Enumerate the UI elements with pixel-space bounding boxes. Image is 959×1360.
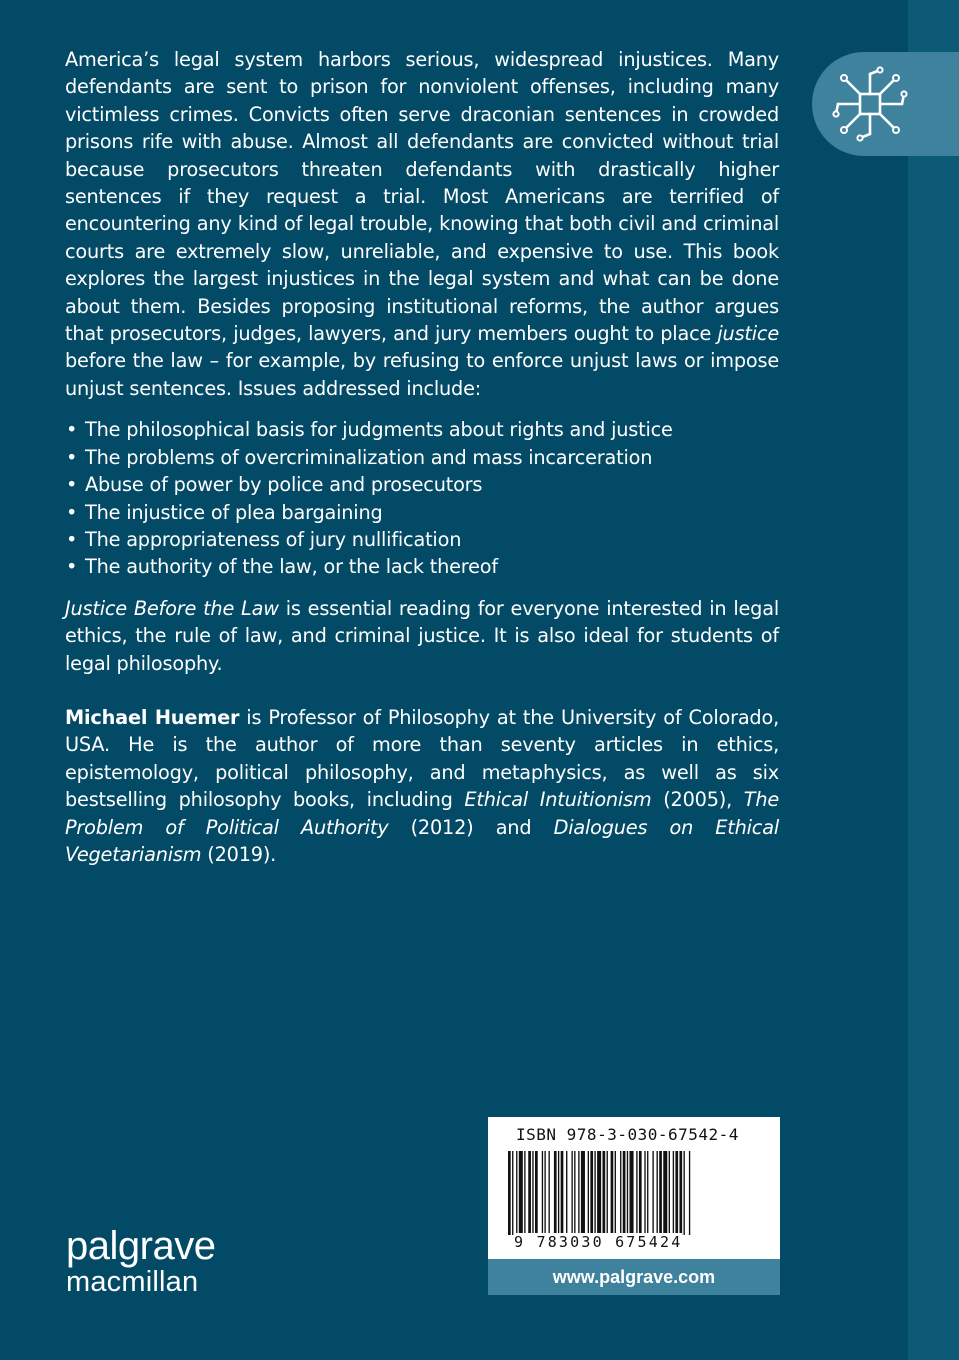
barcode-bar	[657, 1151, 658, 1235]
barcode-bar	[532, 1151, 533, 1235]
barcode-bar	[549, 1151, 550, 1235]
book-title: Dialogues on Ethical Vegetarianism	[65, 815, 779, 866]
barcode-bar	[578, 1151, 579, 1235]
barcode-bar	[627, 1151, 628, 1235]
barcode-bar	[663, 1151, 667, 1235]
author-bio-text: is Professor of Philosophy at the University of Colorado, USA. He is the author of more than seventy articles in ethics, epistemology, political philosophy, and metaphysics, as well as six bestselling philosophy books, including	[65, 705, 779, 812]
palgrave-network-icon	[832, 66, 908, 142]
list-item: • The authority of the law, or the lack thereof	[65, 553, 779, 580]
publisher-name-line2: macmillan	[66, 1266, 199, 1298]
closing-paragraph	[65, 595, 779, 677]
barcode-bar	[669, 1151, 670, 1235]
list-item: • The injustice of plea bargaining	[65, 499, 779, 526]
barcode-bar	[652, 1151, 653, 1235]
barcode-bar	[528, 1151, 531, 1235]
blurb-text-end: before the law – for example, by refusing to enforce unjust laws or impose unjust sentences. Issues addressed include:	[65, 349, 779, 400]
blurb-text: America’s legal system harbors serious, widespread injustices. Many defendants are sent to prison for nonviolent offenses, including many victimless crimes. Convicts often serve draconian sentences in crowded prisons rife with abuse. Almost all defendants are convicted without trial because prosecutors threaten defendants with drastically higher sentences if they request a trial. Most Americans are terrified of encountering any kind of legal trouble, knowing that both civil and criminal courts are extremely slow, unreliable, and expensive to use. This book explores the largest injustices in the legal system and what can be done about them. Besides proposing institutional reforms, the author argues that prosecutors, judges, lawyers, and jury members ought to place	[65, 48, 779, 346]
barcode-bar	[588, 1151, 589, 1235]
barcode-digits: 9 783030 675424	[514, 1233, 683, 1251]
blurb-paragraph	[65, 46, 779, 402]
barcode-bar	[659, 1151, 662, 1235]
barcode-bar	[571, 1151, 572, 1235]
publisher-website[interactable]: www.palgrave.com	[488, 1259, 780, 1295]
barcode-bar	[675, 1151, 678, 1235]
isbn-barcode-box	[488, 1117, 780, 1259]
book-title: Ethical Intuitionism	[464, 788, 652, 812]
book-spine-edge	[908, 0, 959, 1360]
author-name: Michael Huemer	[65, 705, 240, 729]
barcode-bar	[673, 1151, 674, 1235]
barcode-bar	[516, 1151, 517, 1235]
author-bio-text: (2005),	[651, 788, 744, 812]
barcode-bar	[542, 1151, 543, 1235]
author-bio-text: (2019).	[201, 842, 277, 866]
barcode-bar	[611, 1151, 614, 1235]
barcode-bar	[561, 1151, 564, 1235]
barcode-bar	[535, 1151, 538, 1235]
barcode-bar	[597, 1151, 601, 1235]
author-bio	[65, 704, 779, 868]
publisher-logo	[66, 1224, 216, 1299]
barcode-bar	[647, 1151, 648, 1235]
publisher-name-line1: palgrave	[66, 1224, 216, 1268]
barcode-image	[508, 1151, 760, 1235]
barcode-bar	[639, 1151, 642, 1235]
list-item: • The philosophical basis for judgments about rights and justice	[65, 416, 779, 443]
barcode-bar	[590, 1151, 593, 1235]
barcode-bar	[615, 1151, 616, 1235]
book-title: The Problem of Political Authority	[65, 788, 780, 839]
barcode-bar	[603, 1151, 606, 1235]
issues-list	[65, 416, 779, 580]
barcode-bar	[623, 1151, 626, 1235]
barcode-bar	[594, 1151, 595, 1235]
barcode-bar	[519, 1151, 523, 1235]
list-item: • Abuse of power by police and prosecutors	[65, 471, 779, 498]
book-title: Justice Before the Law	[65, 596, 279, 620]
blurb-emphasis: justice	[717, 322, 779, 346]
isbn-label: ISBN 978-3-030-67542-4	[516, 1125, 739, 1144]
barcode-bar	[554, 1151, 557, 1235]
barcode-bar	[689, 1151, 690, 1235]
barcode-bar	[558, 1151, 559, 1235]
back-cover-text	[65, 46, 779, 868]
barcode-bar	[607, 1151, 608, 1235]
barcode-bar	[566, 1151, 567, 1235]
list-item: • The problems of overcriminalization and mass incarceration	[65, 444, 779, 471]
barcode-bar	[524, 1151, 525, 1235]
barcode-bar	[636, 1151, 637, 1235]
barcode-bar	[581, 1151, 585, 1235]
barcode-bar	[644, 1151, 645, 1235]
barcode-bar	[684, 1151, 685, 1235]
barcode-bar	[544, 1151, 545, 1235]
barcode-bar	[620, 1151, 621, 1235]
list-item: • The appropriateness of jury nullification	[65, 526, 779, 553]
publisher-logo-tab	[812, 52, 959, 156]
barcode-bar	[574, 1151, 575, 1235]
barcode-bar	[630, 1151, 634, 1235]
barcode-bar	[679, 1151, 682, 1235]
closing-text: is essential reading for everyone interested in legal ethics, the rule of law, and criminal justice. It is also ideal for students of legal philosophy.	[65, 596, 779, 675]
author-bio-text: (2012) and	[388, 815, 554, 839]
barcode-bar	[508, 1151, 511, 1235]
barcode-bar	[512, 1151, 513, 1235]
